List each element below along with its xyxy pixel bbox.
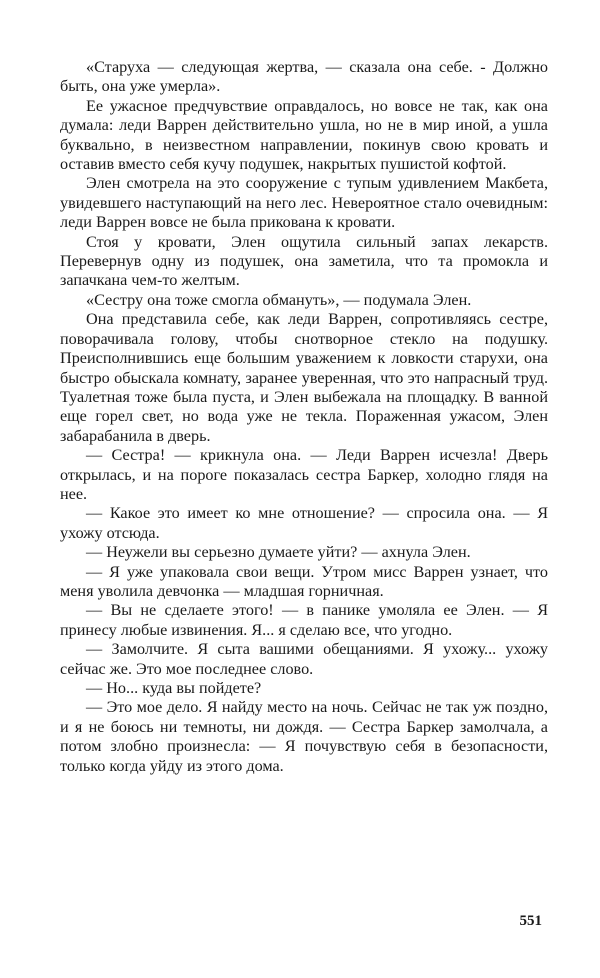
paragraph: — Но... куда вы пойдете?: [86, 679, 262, 697]
paragraph: Элен смотрела на это сооружение с тупым удивлением Макбета, увидевшего наступающий на него лес. Невероятное стало очевидным: леди Варрен вовсе не была прикована к кровати.: [60, 174, 548, 232]
paragraph: — Какое это имеет ко мне отношение? — спросила она. — Я ухожу отсюда.: [60, 504, 548, 542]
page-text: [60, 58, 548, 776]
paragraph: «Старуха — следующая жертва, — сказала она себе. - Должно быть, она уже умерла».: [60, 58, 548, 96]
paragraph: — Неужели вы серьезно думаете уйти? — ахнула Элен.: [86, 543, 471, 562]
paragraph: Она представила себе, как леди Варрен, сопротивляясь сестре, поворачивала голову, чтобы снотворное стекло на подушку. Преисполнившись еще большим уважением к ловкости старухи, она быстро обыскала комнату, заранее уверенная, что это напрасный труд. Туалетная тоже была пуста, и Элен выбежала на площадку. В ванной еще горел свет, но вода уже не текла. Пораженная ужасом, Элен забарабанила в дверь.: [60, 310, 548, 445]
paragraph: — Я уже упаковала свои вещи. Утром мисс Варрен узнает, что меня уволила девчонка — младшая горничная.: [60, 562, 548, 600]
paragraph: — Сестра! — крикнула она. — Леди Варрен исчезла! Дверь открылась, и на пороге показалась сестра Баркер, холодно глядя на нее.: [60, 446, 548, 503]
paragraph: Стоя у кровати, Элен ощутила сильный запах лекарств. Перевернув одну из подушек, она заметила, что та промокла и запачкана чем-то желтым.: [60, 232, 548, 290]
paragraph: — Это мое дело. Я найду место на ночь. Сейчас не так уж поздно, и я не боюсь ни темноты, ни дождя. — Сестра Баркер замолчала, а потом злобно произнесла: — Я почувствую себя в безопасности, только когда уйду из этого дома.: [60, 698, 548, 775]
page-number: 551: [519, 913, 542, 929]
paragraph: — Замолчите. Я сыта вашими обещаниями. Я ухожу... ухожу сейчас же. Это мое последнее слово.: [60, 640, 548, 678]
paragraph: — Вы не сделаете этого! — в панике умоляла ее Элен. — Я принесу любые извинения. Я... я сделаю все, что угодно.: [60, 601, 548, 639]
paragraph: «Сестру она тоже смогла обмануть», — подумала Элен.: [86, 290, 472, 309]
paragraph: Ее ужасное предчувствие оправдалось, но вовсе не так, как она думала: леди Варрен действительно ушла, но не в мир иной, а ушла буквально, в неизвестном направлении, покинув свою кровать и оставив вместо себя кучу подушек, накрытых пушистой кофтой.: [60, 96, 548, 174]
